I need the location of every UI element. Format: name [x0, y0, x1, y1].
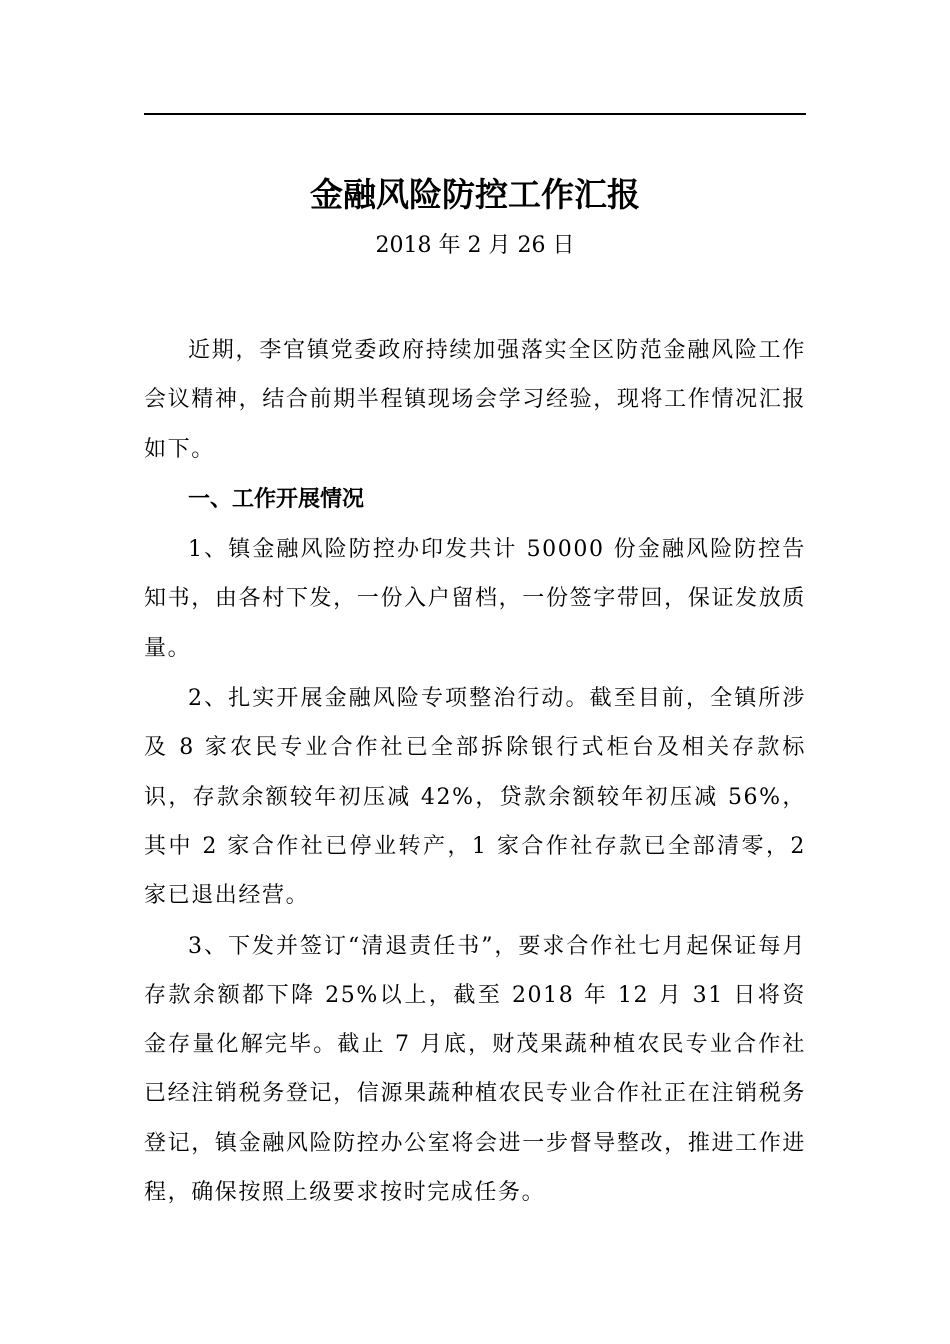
list-item: 3、下发并签订“清退责任书”，要求合作社七月起保证每月存款余额都下降 25%以上，截至 2018 年 12 月 31 日将资金存量化解完毕。截止 7 月底，财茂果蔬种植农民专业合作社已经注销税务登记，信源果蔬种植农民专业合作社正在注销税务登记，镇金融风险防控办公室将会进一步督导整改，推进工作进程，确保按照上级要求按时完成任务。 — [144, 933, 806, 1206]
list-item: 2、扎实开展金融风险专项整治行动。截至目前，全镇所涉及 8 家农民专业合作社已全部拆除银行式柜台及相关存款标识，存款余额较年初压减 42%，贷款余额较年初压减 56%，其中 2 家合作社已停业转产，1 家合作社存款已全部清零，2 家已退出经营。 — [144, 686, 806, 909]
header-rule — [144, 113, 806, 115]
document-date: 2018 年 2 月 26 日 — [375, 233, 575, 258]
section-heading: 一、工作开展情况 — [188, 486, 365, 512]
intro-paragraph: 近期，李官镇党委政府持续加强落实全区防范金融风险工作会议精神，结合前期半程镇现场会学习经验，现将工作情况汇报如下。 — [144, 338, 806, 462]
list-item: 1、镇金融风险防控办印发共计 50000 份金融风险防控告知书，由各村下发，一份入户留档，一份签字带回，保证发放质量。 — [144, 537, 806, 661]
document-body — [144, 326, 806, 1218]
document-title: 金融风险防控工作汇报 — [310, 175, 640, 214]
